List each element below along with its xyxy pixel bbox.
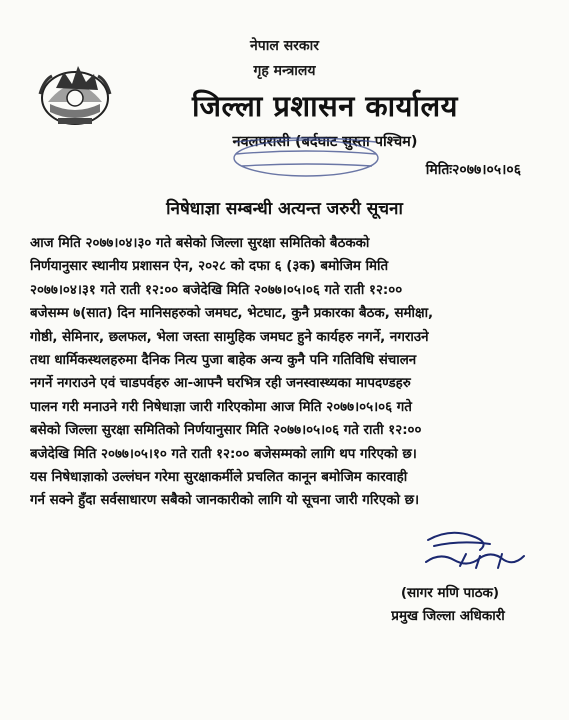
office-title: जिल्ला प्रशासन कार्यालय	[191, 89, 458, 123]
notice-line: बसेको जिल्ला सुरक्षा समितिको निर्णयानुसार मिति २०७७।०५।०६ गते राती १२:००	[30, 423, 422, 439]
ministry-name: गृह मन्त्रालय	[253, 63, 316, 79]
office-stamp-icon	[226, 132, 386, 178]
notice-line: तथा धार्मिकस्थलहरुमा दैनिक नित्य पुजा बाहेक अन्य कुनै पनि गतिविधि संचालन	[30, 352, 417, 368]
signer-name: (सागर मणि पाठक)	[400, 585, 500, 601]
signer-designation: प्रमुख जिल्ला अधिकारी	[391, 608, 505, 624]
notice-line: बजेसम्म ७(सात) दिन मानिसहरुको जमघट, भेटघाट, कुनै प्रकारका बैठक, समीक्षा,	[30, 306, 434, 322]
notice-line: यस निषेधाज्ञाको उल्लंघन गरेमा सुरक्षाकर्मीले प्रचलित कानून बमोजिम कारवाही	[30, 469, 408, 485]
notice-line: २०७७।०४।३१ गते राती १२:०० बजेदेखि मिति २०७७।०५।०६ गते राती १२:००	[30, 282, 403, 298]
signature-icon	[420, 522, 530, 578]
issue-date: मितिः२०७७।०५।०६	[425, 162, 521, 178]
notice-line: निर्णयानुसार स्थानीय प्रशासन ऐन, २०२८ को दफा ६ (३क) बमोजिम मिति	[30, 259, 389, 275]
notice-body	[30, 232, 540, 513]
notice-line: गोष्ठी, सेमिनार, छलफल, भेला जस्ता सामुहिक जमघट हुने कार्यहरु नगर्ने, नगराउने	[30, 329, 429, 345]
notice-line: आज मिति २०७७।०४।३० गते बसेको जिल्ला सुरक्षा समितिको बैठकको	[30, 236, 370, 251]
notice-title: निषेधाज्ञा सम्बन्धी अत्यन्त जरुरी सूचना	[166, 199, 403, 219]
notice-line: पालन गरी मनाउने गरी निषेधाज्ञा जारी गरिएकोमा आज मिति २०७७।०५।०६ गते	[30, 399, 412, 415]
notice-line: बजेदेखि मिति २०७७।०५।१० गते राती १२:०० बजेसम्मको लागि थप गरिएको छ।	[30, 446, 417, 462]
notice-line: गर्न सक्ने हुँदा सर्वसाधारण सबैको जानकारीको लागि यो सूचना जारी गरिएको छ।	[30, 493, 420, 509]
government-name: नेपाल सरकार	[249, 38, 319, 54]
office-location: नवलपरासी (बर्दघाट सुस्ता पश्चिम)	[232, 134, 418, 150]
notice-line: नगर्ने नगराउने एवं चाडपर्वहरु आ-आफ्नै घरभित्र रही जनस्वास्थ्यका मापदण्डहरु	[30, 376, 411, 392]
